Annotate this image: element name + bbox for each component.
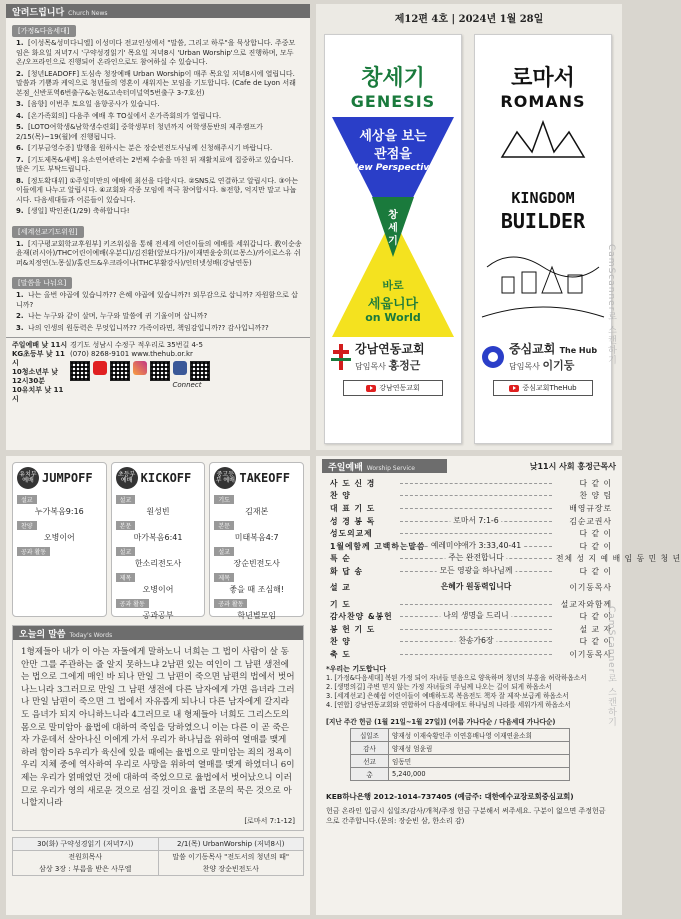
ministry-page <box>6 456 310 915</box>
sermon-title: 은혜가 원동력입니다 <box>438 581 515 592</box>
yellow-text-line: 바로 <box>382 279 404 292</box>
order-part: 성 경 봉 독 <box>330 516 376 526</box>
instagram-icon[interactable] <box>133 361 147 375</box>
order-leader: 전체 성 지 예 배 임 동 민 청 년 <box>556 554 681 564</box>
item-label: 설교 <box>116 547 136 556</box>
scan-watermark: CamScanner로 스캔하기 <box>606 606 616 728</box>
order-leader: 설교자와함께 <box>560 599 612 609</box>
item-label: 제목 <box>214 573 234 582</box>
offering-names: 임동민 <box>389 754 570 767</box>
news-item <box>16 112 302 122</box>
ministry-logo <box>210 463 303 493</box>
news-item-text: [기도제목&새벽] 유소연여관리는 2번째 수술을 마친 뒤 재활치료에 집중하고 있습니다. 많은 기도 부탁드립니다. <box>16 155 294 173</box>
qr-code-icon[interactable] <box>110 361 130 381</box>
item-label: 설교 <box>17 495 37 504</box>
ministry-item <box>17 495 102 519</box>
talk-item-text: 나는 누구와 같이 살며, 누구와 말씀에 귀 기울이며 삽니까? <box>28 312 208 320</box>
order-row <box>330 477 612 490</box>
crown-icon <box>502 122 584 157</box>
order-part: 대 표 기 도 <box>330 503 376 513</box>
worship-time: 10청소년부 낮 12시30분 <box>12 368 58 385</box>
ministry-card-takeoff <box>209 462 304 620</box>
order-row <box>330 610 612 623</box>
item-label: 공과 활동 <box>17 547 50 556</box>
pastor-label: 담임목사 <box>509 362 540 371</box>
yellow-text-line: on World <box>365 311 421 324</box>
offering-names: 양재성 이재숙황인주 이연흥배나영 이재연윤소희 <box>389 728 570 741</box>
presider-info: 낮11시 사회 홍정근목사 <box>529 461 616 471</box>
news-item <box>16 70 302 99</box>
order-row <box>330 578 612 598</box>
item-label: 공과 활동 <box>214 599 247 608</box>
item-label: 본문 <box>214 521 234 530</box>
family-subhead: [가정&다음세대] <box>12 25 76 37</box>
bank-account: KEB하나은행 2012-1014-737405 (예금주: 대한예수교장로회중심교회) <box>326 791 574 801</box>
news-item-text: [생일] 박인준(1/29) 축하합니다! <box>28 207 130 215</box>
mission-item-number: 1. <box>16 239 24 248</box>
romans-title-en: ROMANS <box>500 92 586 111</box>
order-leader-line <box>400 483 552 484</box>
item-value: 김재본 <box>245 507 269 516</box>
order-leader-line <box>400 654 552 655</box>
scan-watermark: CamScanner로 스캔하기 <box>606 244 616 366</box>
order-leader-line <box>400 515 552 525</box>
church-info <box>70 341 304 404</box>
item-label: 찬양 <box>17 521 37 530</box>
order-leader-line <box>400 540 552 550</box>
order-content: 로마서 7:1-6 <box>450 515 501 526</box>
qr-code-icon[interactable] <box>70 361 90 381</box>
news-page <box>6 4 310 450</box>
ministry-card-kickoff <box>111 462 206 620</box>
talk-item <box>16 312 302 322</box>
order-list <box>316 473 681 661</box>
offering-kind: 십일조 <box>351 728 389 741</box>
talk-subhead: [말씀을 나눠요] <box>12 277 72 289</box>
news-item-text: [음향] 이번주 토요일 음향공사가 있습니다. <box>28 100 160 108</box>
youtube-label: 중심교회TheHub <box>522 384 577 392</box>
todays-word-header <box>13 626 303 640</box>
offering-kind: 총 <box>351 767 389 780</box>
order-leader: 배영규장로 <box>569 503 612 513</box>
table-row <box>351 767 570 780</box>
genesis-banner <box>324 34 462 444</box>
order-row <box>330 515 612 528</box>
ministry-item <box>116 495 201 519</box>
item-label: 기도 <box>214 495 234 504</box>
todays-word-title-en: Today's Words <box>69 632 113 639</box>
schedule-line: 삼상 3장 : 부름을 받은 사무엘 <box>39 864 132 873</box>
item-value: 장순빈전도사 <box>233 559 280 568</box>
order-part: 화 답 송 <box>330 566 364 576</box>
talk-item <box>16 324 302 334</box>
item-value: 학년별모임 <box>237 611 276 620</box>
offering-kind: 선교 <box>351 754 389 767</box>
offering-names: 양재성 엄윤림 <box>389 741 570 754</box>
mission-item <box>16 240 302 269</box>
order-row <box>330 540 612 553</box>
news-item-number: 3. <box>16 100 24 108</box>
talk-item-number: 3. <box>16 323 24 332</box>
table-row <box>351 741 570 754</box>
order-row <box>330 565 612 578</box>
prayer-item: 1. [가정&다음세대] 복된 가정 되어 자녀들 믿음으로 양육하며 청년의 부흥을 허락하옵소서 <box>326 673 587 682</box>
news-header-title: 알려드립니다 <box>12 8 65 18</box>
order-content: 예레미야애가 3:33,40-41 <box>428 540 524 551</box>
order-row <box>330 623 612 636</box>
news-item-text: [온가족회의] 다음주 예배 후 TO실에서 온가족회의가 열립니다. <box>28 111 222 120</box>
talk-item-text: 나의 인생의 원동력은 무엇입니까?? 가족이라면, 책임감입니까?? 감사입니까?? <box>28 323 269 332</box>
schedule-col <box>159 838 304 875</box>
blue-text-line: New Perspective <box>350 163 436 173</box>
romans-title-kr: 로마서 <box>511 66 575 91</box>
worship-time: KG초등부 낮 11시 <box>12 350 65 367</box>
order-leader-line <box>400 533 552 534</box>
order-leader-line <box>400 604 552 605</box>
order-leader: 다 같 이 <box>579 637 612 647</box>
ministry-item <box>116 599 201 623</box>
builder-text: BUILDER <box>500 209 586 233</box>
order-part: 사 도 신 경 <box>330 478 376 488</box>
church-tagline: Connect <box>172 381 202 389</box>
news-item-text: [LOTO여학생&남학생수련회] 중학생부터 청년까지 여학생동반의 제주캠프가 2/15(목)~19(월)에 진행됩니다. <box>16 123 263 141</box>
cover-page <box>316 4 622 450</box>
order-row <box>330 502 612 515</box>
schedule-line: 전원희목사 <box>68 852 103 861</box>
order-leader-line <box>400 636 552 646</box>
genesis-title-kr: 창세기 <box>361 66 425 91</box>
order-leader-line <box>400 508 552 509</box>
worship-info-block <box>6 337 310 407</box>
ministry-item <box>17 521 102 545</box>
news-item-text: [정도확대위] ①주일미만의 예배에 최선을 다합시다. ②SNS로 연결하고 알립시다. ③아는 이들에게 나누고 알립시다. ④교회와 각종 모임에 적극 참여합시다. ⑤전향, 억지만 말고 나눕시다. 다음세대들과 어른들이 있습니다. <box>16 176 299 204</box>
item-label: 제목 <box>116 573 136 582</box>
news-item-number: 2. <box>16 69 24 78</box>
prayer-item: 3. [세계선교] 은혜쉼 어린이들이 예배하도록 복음전도 책자 잘 제작·보급케 하옵소서 <box>326 691 569 700</box>
item-label: 본문 <box>116 521 136 530</box>
news-item-number: 9. <box>16 207 24 215</box>
order-leader: 찬 양 팀 <box>579 491 612 501</box>
news-item-number: 4. <box>16 111 24 120</box>
news-item <box>16 177 302 206</box>
order-title-en: Worship Service <box>366 465 415 472</box>
church-name-en: The Hub <box>559 346 598 355</box>
blue-text-line: 세상을 보는 <box>359 129 427 144</box>
weekly-schedule <box>12 837 304 876</box>
scripture-text: 1형제들아 내가 이 아는 자들에게 말하노니 너희는 그 법이 사람이 살 동안만 그를 주관하는 줄 알지 못하느냐 2남편 있는 여인이 그 남편 생전에는 법으로 그에게 매인 바 되나 만일 그 남편이 죽으면 남편의 법에서 벗어나느니라 3그러므로 만일 그 남편 생전에 다른 남자에게 가면 음녀라 그러나 만일 남편이 죽으면 그 법에서 자유롭게 되나니 다른 남자에게 갈지라도 음녀가 되지 아니하느니라 4그러므로 내 형제들아 너희도 그리스도의 몸으로 말미암아 율법에 대하여 죽임을 당하였으니 이는 다른 이 곧 죽은 자 가운데서 살아나신 이에게 가서 우리가 하나님을 위하여 열매를 맺게 하려 함이라 5우리가 육신에 있을 때에는 율법으로 말미암는 죄의 정욕이 우리 지체 중에 역사하여 우리로 사망을 위하여 열매를 맺게 하였더니 6이제는 우리가 얽매였던 것에 대하여 죽었으므로 율법에서 벗어났으니 이러므로 우리가 영의 새로운 것으로 섬길 것이요 율법 조문의 묵은 것으로 아니할지니라 <box>21 647 295 809</box>
schedule-line: 찬양 장순빈전도사 <box>202 864 259 873</box>
order-page <box>316 456 681 915</box>
mission-list <box>6 240 310 269</box>
prayer-item: 2. [생명의길] 주변 믿지 않는 가정 자녀들의 주님께 나오는 길이 되게 하옵소서 <box>326 682 552 691</box>
hub-logo-icon <box>481 345 505 369</box>
order-part: 설 교 <box>330 583 351 593</box>
schedule-head: 2/1(목) UrbanWorship (저녁8시) <box>159 838 304 851</box>
genesis-youtube-link[interactable] <box>343 380 443 396</box>
order-row <box>330 553 681 566</box>
order-leader: 다 같 이 <box>579 566 612 576</box>
table-row <box>351 728 570 741</box>
youtube-icon <box>509 385 519 392</box>
order-leader-line <box>400 565 552 575</box>
order-leader: 이기동목사 <box>569 583 612 593</box>
ministry-badge: 중고등부 예배 <box>214 467 236 489</box>
talk-item-text: 나는 올번 야곱에 있습니까?? 은혜 야곱에 있습니까?! 외무감으로 삽니까? 자원함으로 삽니까? <box>16 291 298 309</box>
ministry-badge: 유치부 예배 <box>17 467 39 489</box>
blue-text-line: 관점을 <box>374 147 412 162</box>
worship-time: 10유치부 낮 11시 <box>12 386 64 403</box>
order-row <box>330 636 612 649</box>
order-part: 특 순 <box>330 554 351 564</box>
news-list <box>6 39 310 217</box>
ministry-title: TAKEOFF <box>239 471 290 485</box>
pastor-name: 이기둥 <box>542 359 575 372</box>
item-label: 설교 <box>116 495 136 504</box>
schedule-head: 30(화) 구약성경읽기 (저녁7시) <box>13 838 158 851</box>
youtube-icon <box>366 385 376 392</box>
order-content: 찬송가6장 <box>455 635 496 646</box>
genesis-graphic <box>332 117 454 337</box>
prayer-item: 4. [연합] 강남연동교회와 연합하여 다음세대에도 하나님의 나라를 세워가게 하옵소서 <box>326 700 571 709</box>
ministry-title: JUMPOFF <box>42 471 93 485</box>
order-part: 축 도 <box>330 649 351 659</box>
order-leader-line <box>400 495 552 496</box>
issue-info: 제12편 4호 | 2024년 1월 28일 <box>394 14 544 25</box>
item-value: 오병이어 <box>142 585 174 594</box>
item-value: 좋을 때 조심해! <box>229 585 285 594</box>
order-leader: 김순교권사 <box>569 516 612 526</box>
ministry-item <box>214 547 299 571</box>
ministry-item <box>214 599 299 623</box>
news-item <box>16 156 302 175</box>
order-part: 기 도 <box>330 599 351 609</box>
news-item <box>16 144 302 154</box>
romans-church-row <box>475 337 611 376</box>
order-part: 찬 양 <box>330 637 351 647</box>
ministry-row <box>6 456 310 620</box>
order-head-row <box>316 456 622 473</box>
order-leader: 다 같 이 <box>579 478 612 488</box>
todays-word-title: 오늘의 말씀 <box>19 630 66 640</box>
news-item-number: 7. <box>16 155 24 164</box>
item-value: 누가복음9:16 <box>34 507 84 516</box>
order-leader-line <box>400 611 552 621</box>
order-row <box>330 490 612 503</box>
youtube-label: 강남연동교회 <box>379 384 420 392</box>
item-value: 오병이어 <box>43 533 75 542</box>
scripture-ref: [로마서 7:1-12] <box>244 816 295 825</box>
genesis-pastor <box>355 357 425 373</box>
pastor-label: 담임목사 <box>355 362 386 371</box>
talk-item <box>16 291 302 310</box>
order-part: 봉 헌 기 도 <box>330 624 376 634</box>
ministry-item <box>214 495 299 519</box>
ministry-item <box>17 547 102 560</box>
ministry-item <box>116 573 201 597</box>
news-item <box>16 207 302 217</box>
order-leader: 다 같 이 <box>579 529 612 539</box>
news-header-en: Church News <box>68 10 108 17</box>
news-item <box>16 39 302 68</box>
news-item-text: [기부금영수증] 발행을 원하시는 분은 장순빈전도사님께 신청해주시기 바랍니다. <box>28 144 273 152</box>
worship-time: 주일예배 낮 11시 <box>12 341 68 349</box>
bank-note: 헌금 온라인 입금시 십일조/감사/개척/주정 헌금 구분해서 써주세요. 구분이 없으면 주정헌금으로 간주합니다.(문의: 장순빈 삼, 한소리 감) <box>326 806 606 825</box>
order-header <box>322 459 447 473</box>
sns-row <box>70 361 304 381</box>
genesis-church-name: 강남연동교회 <box>355 342 425 356</box>
qr-code-icon[interactable] <box>150 361 170 381</box>
order-leader-line <box>400 582 552 592</box>
news-item-number: 5. <box>16 123 24 131</box>
ministry-logo <box>112 463 205 493</box>
romans-church-name <box>509 340 597 357</box>
church-address: 경기도 성남시 수정구 적우리로 35번길 4-5 <box>70 341 203 349</box>
item-value: 원성빈 <box>146 507 170 516</box>
romans-graphic <box>482 117 604 337</box>
prayer-header: *우리는 기도합니다 <box>326 664 387 673</box>
talk-item-number: 1. <box>16 291 24 299</box>
church-phone: (070) 8268-9101 www.thehub.or.kr <box>70 350 193 358</box>
qr-code-icon[interactable] <box>190 361 210 381</box>
church-name-kr: 중심교회 <box>509 342 556 356</box>
news-header <box>6 4 310 18</box>
talk-item-number: 2. <box>16 312 24 320</box>
ministry-item <box>116 547 201 571</box>
item-value: 마가복음6:41 <box>133 533 183 542</box>
item-label: 공과 활동 <box>116 599 149 608</box>
church-cross-icon <box>331 344 351 370</box>
genesis-church-row <box>325 337 461 376</box>
order-leader-line <box>400 629 552 630</box>
green-text: 창세기 <box>388 210 398 247</box>
mission-subhead: [세계선교기도위원] <box>12 226 84 238</box>
schedule-line: 말씀 이기동목사 "전도서의 청년의 때" <box>172 852 290 861</box>
genesis-title-en: GENESIS <box>350 92 436 111</box>
news-item <box>16 123 302 142</box>
news-item-text: [청년LEADOFF] 도심속 청장예배 Urban Worship이 매주 목요일 저녁8시에 열립니다. 말씀과 기쁨과 케익으로 청년들의 영혼이 새워지는 모임을 기도합니다. (Cafe de Lyon 서래본점_신반포역6번출구&논현&고속터미널역5번출구 3-7호선) <box>16 69 296 97</box>
order-row <box>330 527 612 540</box>
youtube-icon[interactable] <box>93 361 107 375</box>
order-row <box>330 648 612 661</box>
facebook-icon[interactable] <box>173 361 187 375</box>
ministry-item <box>116 521 201 545</box>
romans-pastor <box>509 357 597 373</box>
schedule-col <box>13 838 159 875</box>
ministry-item <box>214 573 299 597</box>
ministry-badge: 초등부 예배 <box>116 467 138 489</box>
mission-item-text: [지구평교회학교후원부] 키즈워십을 통해 전세계 어린이들의 예배를 세워갑니다. 敎이순송 윤재(러시아)/THC어린이예배(우분디)/김진환(앞보다가)/이재면윤숭희(르몽스)/카이로스유 쉬퍼&치정연(노몽실)/홀린드&우크라이나(THC부활강사)/인터넷성배(강남연동) <box>16 239 302 267</box>
talk-list <box>6 291 310 333</box>
kingdom-text: KINGDOM <box>511 189 575 207</box>
news-item-number: 6. <box>16 144 24 152</box>
item-value: 한소리전도사 <box>134 559 182 568</box>
offering-table <box>350 728 570 781</box>
ministry-logo <box>13 463 106 493</box>
offering-total: 5,240,000 <box>389 767 570 780</box>
item-value: 공과공부 <box>142 611 174 620</box>
yellow-text-line: 세웁니다 <box>367 297 419 312</box>
order-content: 주는 완전합니다 <box>445 552 506 563</box>
pastor-name: 홍정근 <box>388 359 421 372</box>
item-label: 설교 <box>214 547 234 556</box>
ministry-card-jumpoff <box>12 462 107 617</box>
table-row <box>351 754 570 767</box>
order-row <box>330 598 612 611</box>
order-leader: 다 같 이 <box>579 541 612 551</box>
order-part: 찬 양 <box>330 491 351 501</box>
ministry-title: KICKOFF <box>140 471 192 485</box>
news-item <box>16 100 302 110</box>
todays-word-box <box>12 625 304 831</box>
item-value <box>17 556 102 560</box>
news-item-text: [이성목&성미다니엘] 이성미다 전교인성에서 "말씀, 그리고 하루"을 묵상합니다. 주중모임은 화요일 저녁7시 '구약성경읽기' 목요일 저녁8시 'Urban Worship'으로 진행하며, 모두 온/오프라인으로 진행되어 온라인으로도 참여하실 수 있습니다. <box>16 39 296 66</box>
order-content: 모든 영광을 하나님께 <box>437 565 516 576</box>
item-value: 미태복음4:7 <box>234 533 279 542</box>
romans-youtube-link[interactable] <box>493 380 593 396</box>
worship-times <box>12 341 70 404</box>
order-part: 1월에함께 고백하는말씀 <box>330 541 426 551</box>
order-leader-line <box>400 553 552 563</box>
order-part: 감사찬양 &봉헌 <box>330 612 393 622</box>
order-leader: 다 같 이 <box>579 612 612 622</box>
order-leader: 설 교 자 <box>579 624 612 634</box>
order-part: 성도의교제 <box>330 529 373 539</box>
order-content: 나의 생명을 드리니 <box>440 610 511 621</box>
order-title: 주일예배 <box>328 463 363 473</box>
offering-kind: 감사 <box>351 741 389 754</box>
order-leader: 이기동목사 <box>569 649 612 659</box>
romans-banner <box>474 34 612 444</box>
prayer-topics <box>316 661 622 714</box>
news-item-number: 1. <box>16 39 24 47</box>
offering-header: [지난 주간 헌금 (1월 21일~1월 27일)] (이름 가나다순 / 다음세대 가나다순) <box>326 717 556 726</box>
news-item-number: 8. <box>16 176 24 185</box>
ministry-item <box>214 521 299 545</box>
